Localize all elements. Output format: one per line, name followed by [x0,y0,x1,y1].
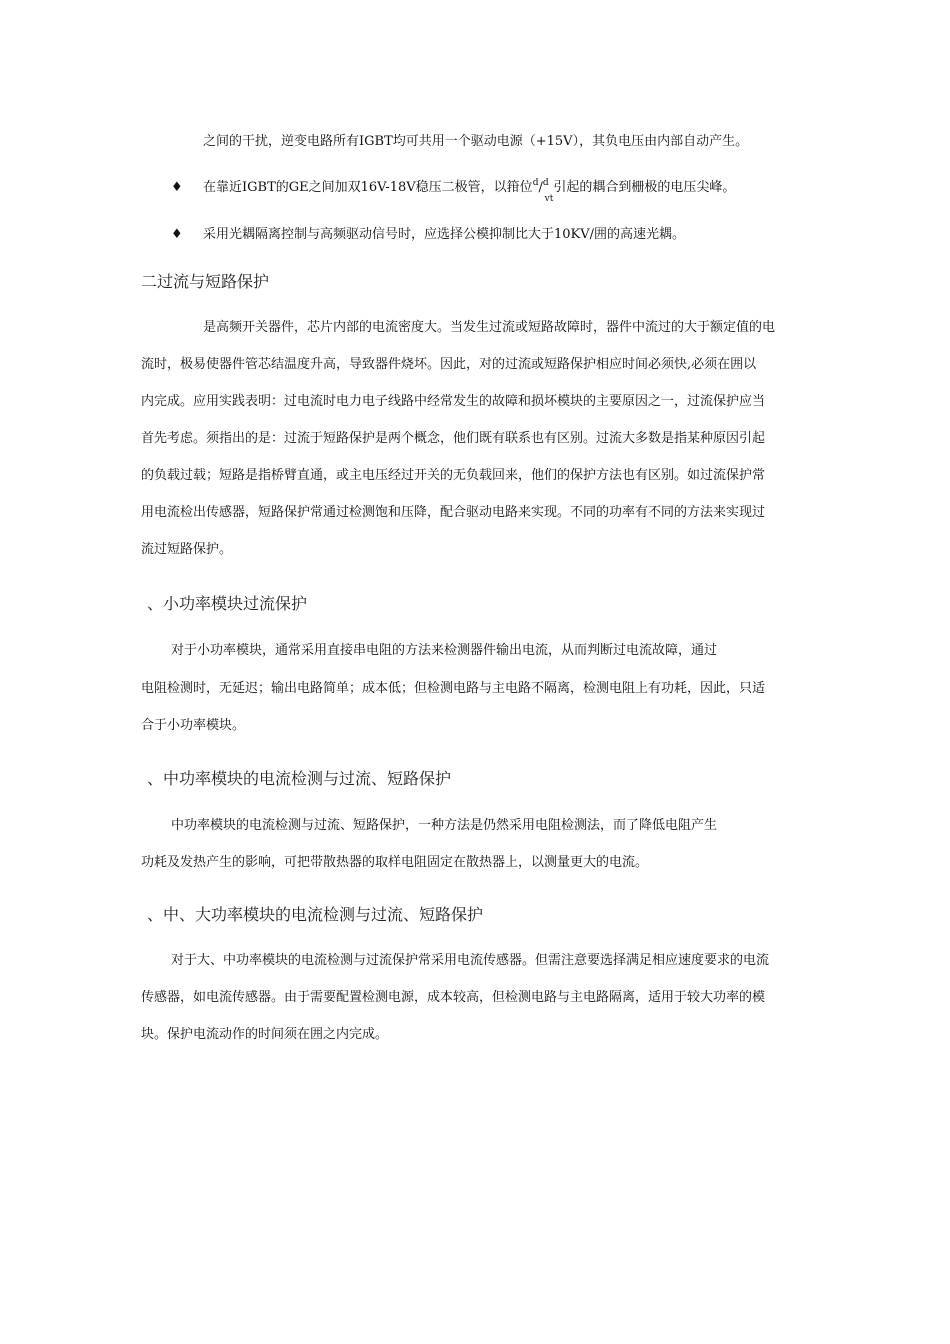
bullet-text-after: 引起的耦合到栅极的电压尖峰。 [553,180,736,195]
subsection-heading: 、中、大功率模块的电流检测与过流、短路保护 [147,905,484,924]
section-heading: 二过流与短路保护 [141,272,270,291]
paragraph-line: 中功率模块的电流检测与过流、短路保护，一种方法是仍然采用电阻检测法，而了降低电阻产生 [171,818,718,833]
paragraph-line: 内完成。应用实践表明：过电流时电力电子线路中经常发生的故障和损坏模块的主要原因之一，过流保护应当 [141,394,766,409]
intro-line: 之间的干扰，逆变电路所有IGBT均可共用一个驱动电源（+15V），其负电压由内部自动产生。 [203,134,749,149]
paragraph-line: 首先考虑。须指出的是：过流于短路保护是两个概念，他们既有联系也有区别。过流大多数是指某种原因引起 [141,431,766,446]
diamond-bullet-icon: ♦ [171,180,183,195]
paragraph-line: 流时，极易使器件管芯结温度升高，导致器件烧坏。因此，对的过流或短路保护相应时间必须快,必须在囲以 [141,357,757,372]
formula-d-2: d [542,178,549,188]
paragraph-line: 是高频开关器件，芯片内部的电流密度大。当发生过流或短路故障时，器件中流过的大于额定值的电 [203,320,776,335]
paragraph-line: 传感器，如电流传感器。由于需要配置检测电源，成本较高，但检测电路与主电路隔离，适用于较大功率的模 [141,990,766,1005]
paragraph-line: 用电流检出传感器，短路保护常通过检测饱和压降，配合驱动电路来实现。不同的功率有不同的方法来实现过 [141,505,766,520]
subsection-heading: 、小功率模块过流保护 [147,594,308,613]
subsection-heading: 、中功率模块的电流检测与过流、短路保护 [147,769,452,788]
paragraph-line: 电阻检测时，无延迟；输出电路简单；成本低；但检测电路与主电路不隔离，检测电阻上有功耗，因此，只适 [141,681,766,696]
formula-vt: vt [544,194,554,204]
paragraph-line: 的负载过载；短路是指桥臂直通，或主电压经过开关的无负载回来，他们的保护方法也有区别。如过流保护常 [141,468,766,483]
paragraph-line: 功耗及发热产生的影响，可把带散热器的取样电阻固定在散热器上，以测量更大的电流。 [141,855,649,870]
paragraph-line: 块。保护电流动作的时间须在囲之内完成。 [141,1027,389,1042]
bullet-item-zener [203,178,736,204]
paragraph-line: 对于大、中功率模块的电流检测与过流保护常采用电流传感器。但需注意要选择满足相应速度要求的电流 [171,953,770,968]
formula-d-1: d [532,178,539,188]
diamond-bullet-icon: ♦ [171,227,183,242]
formula-slash: / [538,180,543,195]
bullet-text-before: 在靠近IGBT的GE之间加双16V-18V稳压二极管，以箝位 [203,180,533,195]
paragraph-line: 对于小功率模块，通常采用直接串电阻的方法来检测器件输出电流，从而判断过电流故障，通过 [171,643,718,658]
bullet-item-optocoupler: 采用光耦隔离控制与高频驱动信号时，应选择公模抑制比大于10KV/囲的高速光耦。 [203,227,686,242]
paragraph-line: 流过短路保护。 [141,542,233,557]
paragraph-line: 合于小功率模块。 [141,718,246,733]
